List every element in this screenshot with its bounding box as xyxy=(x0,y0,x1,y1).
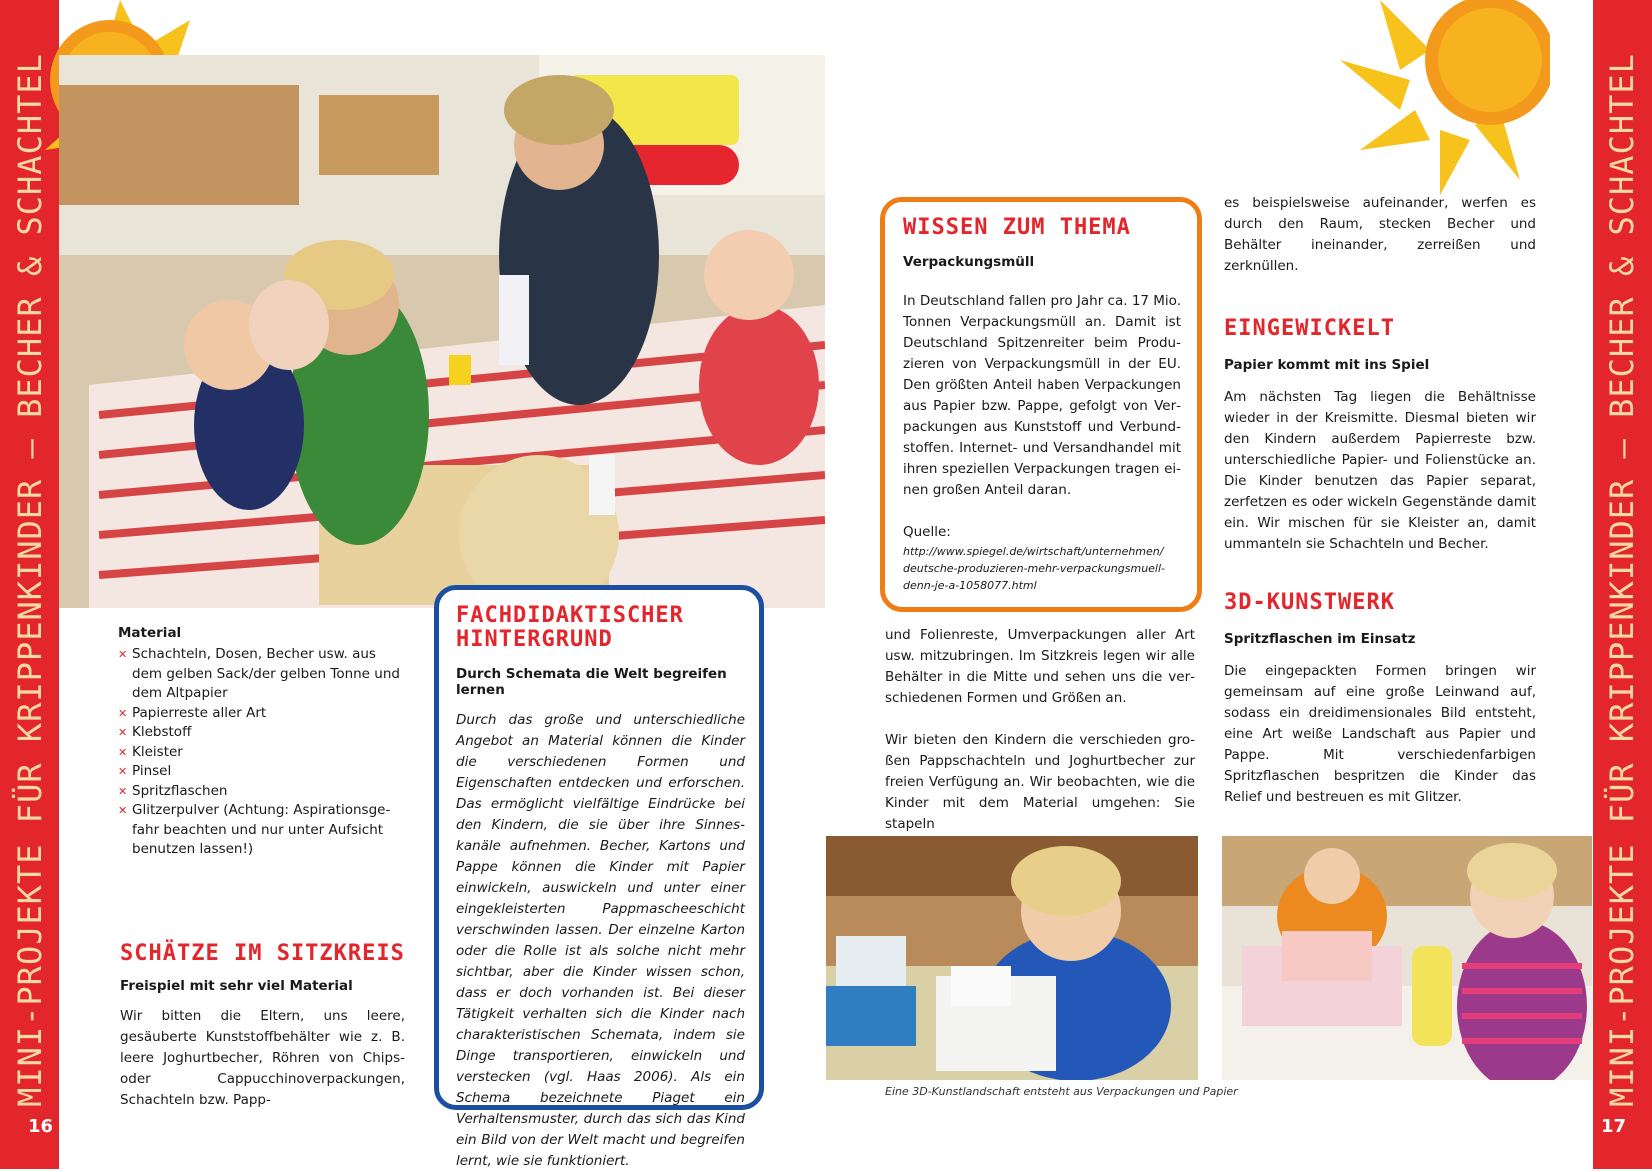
material-item: ✕ Glitzerpulver (Achtung: Aspirationsgefahr beachten und nur unter Aufsicht benutzen lassen!) xyxy=(118,801,408,860)
wissen-source-label: Quelle: xyxy=(903,524,951,541)
middle-text-column xyxy=(885,625,1195,835)
eingewickelt-text: Am nächsten Tag liegen die Behältnisse wieder in der Kreismitte. Diesmal bieten wir den Kindern außerdem Papierreste bzw. unterschiedliche Papier- und Folienstücke an. Die Kinder benutzen das Papier separat, zerfetzen es oder wickeln Gegenstände damit ein. Wir mischen für sie Kleister an, damit ummanteln sie Schachteln und Becher. xyxy=(1224,389,1536,553)
kunstwerk-subtitle: Spritzflaschen im Einsatz xyxy=(1224,631,1416,648)
photo-child-spray-bottle xyxy=(1222,836,1592,1080)
fachdidaktik-text: Durch das große und unterschiedliche Angebot an Material können die Kinder die verschiedenen Formen und Eigenschaften entdecken und erforschen. Das ermöglicht vielfältige Eindrücke bei den Kindern, die sie über ihre Sinneskanäle aufnehmen. Becher, Kartons und Pappe können die Kinder mit Papier einwickeln, auswickeln und unter einer eingekleisterten Pappmascheeschicht verschwinden lassen. Der einzelne Karton oder die Rolle ist als solche nicht mehr sichtbar, aber die Kinder wissen schon, dass er doch vorhanden ist. Bei dieser Tätigkeit verhalten sich die Kinder nach charakteristischen Schemata, indem sie Dinge transportieren, einwickeln und verstecken (vgl. Haas 2006). Als ein Schema bezeichnete Piaget ein Verhaltensmuster, durch das sich das Kind ein Bild von der Welt macht und begreifen lernt, wie sie funktioniert. xyxy=(456,712,745,1170)
page-number-left: 16 xyxy=(28,1116,54,1137)
fachdidaktik-box xyxy=(434,585,764,1170)
wissen-box xyxy=(880,197,1202,612)
schaetze-subtitle: Freispiel mit sehr viel Material xyxy=(120,978,353,995)
right-text-top: es beispielsweise aufeinander, werfen es durch den Raum, stecken Becher und Behälter ineinander, zerreißen und zerknüllen. xyxy=(1224,195,1536,274)
wissen-title: WISSEN ZUM THEMA xyxy=(903,215,1131,240)
schaetze-section xyxy=(120,942,405,1111)
material-list xyxy=(118,645,408,860)
eingewickelt-subtitle: Papier kommt mit ins Spiel xyxy=(1224,357,1430,374)
kunstwerk-text: Die eingepackten Formen bringen wir gemeinsam auf eine große Leinwand auf, sodass ein dreidimensionales Bild entsteht, eine Art weiße Landschaft aus Papier und Pappe. Mit verschiedenfarbigen Spritzflaschen bespritzen die Kinder das Relief und bestreuen es mit Glitzer. xyxy=(1224,663,1536,806)
middle-text-1: und Folienreste, Umverpackungen aller Art usw. mitzubringen. Im Sitzkreis legen wir alle Behälter in die Mitte und sehen uns die verschiedenen Formen und Größen an. xyxy=(885,627,1195,706)
eingewickelt-title: EINGEWICKELT xyxy=(1224,316,1395,341)
sun-illustration-right xyxy=(1340,0,1550,200)
material-item: ✕ Pinsel xyxy=(118,762,408,782)
right-text-column xyxy=(1224,193,1536,808)
material-item: ✕ Kleister xyxy=(118,743,408,763)
kunstwerk-title: 3D-KUNSTWERK xyxy=(1224,590,1395,616)
material-heading: Material xyxy=(118,625,182,641)
photo-caption: Eine 3D-Kunstlandschaft entsteht aus Verpackungen und Papier xyxy=(885,1085,1238,1098)
material-section xyxy=(118,625,408,860)
wissen-text: In Deutschland fallen pro Jahr ca. 17 Mio. Tonnen Verpackungsmüll an. Damit ist Deutschland Spitzenreiter beim Produzieren von Verpackungsmüll in der EU. Den größten Anteil haben Verpackungen aus Papier bzw. Pappe, gefolgt von Verpackungen aus Kunststoff und Verbundstoffen. Internet- und Versandhandel mit ihren speziellen Verpackungen tragen einen großen Anteil daran. xyxy=(903,293,1181,499)
material-item: ✕ Klebstoff xyxy=(118,723,408,743)
wissen-subtitle: Verpackungsmüll xyxy=(903,254,1035,271)
middle-text-2: Wir bieten den Kindern die verschieden großen Pappschachteln und Joghurtbecher zur freien Verfügung an. Wir beobachten, wie die Kinder mit dem Material umgehen: Sie stapeln xyxy=(885,732,1195,832)
schaetze-title: SCHÄTZE IM SITZKREIS xyxy=(120,941,405,966)
material-item: ✕ Papierreste aller Art xyxy=(118,704,408,724)
schaetze-text: Wir bitten die Eltern, uns leere, gesäuberte Kunststoffbehälter wie z. B. leere Joghurtbecher, Röhren von Chips- oder Cappucchinoverpackungen, Schachteln bzw. Papp- xyxy=(120,1008,405,1109)
wissen-source-url: http://www.spiegel.de/wirtschaft/unternehmen/ deutsche-produzieren-mehr-verpackungsmuell-denn-je-a-1058077.html xyxy=(903,545,1166,593)
fachdidaktik-subtitle: Durch Schemata die Welt begreifen lernen xyxy=(456,666,727,699)
fachdidaktik-title: FACHDIDAKTISCHER HINTERGRUND xyxy=(456,603,684,653)
material-item: ✕ Spritzflaschen xyxy=(118,782,408,802)
side-title-right: MINI-PROJEKTE FÜR KRIPPENKINDER – BECHER & SCHACHTEL xyxy=(1603,53,1641,1107)
photo-children-sitting-circle xyxy=(59,55,825,608)
photo-child-wrapping-box xyxy=(826,836,1198,1080)
side-title-left: MINI-PROJEKTE FÜR KRIPPENKINDER – BECHER & SCHACHTEL xyxy=(11,53,49,1107)
page-number-right: 17 xyxy=(1600,1116,1626,1137)
material-item: ✕ Schachteln, Dosen, Becher usw. aus dem gelben Sack/der gelben Tonne und dem Altpapier xyxy=(118,645,408,704)
